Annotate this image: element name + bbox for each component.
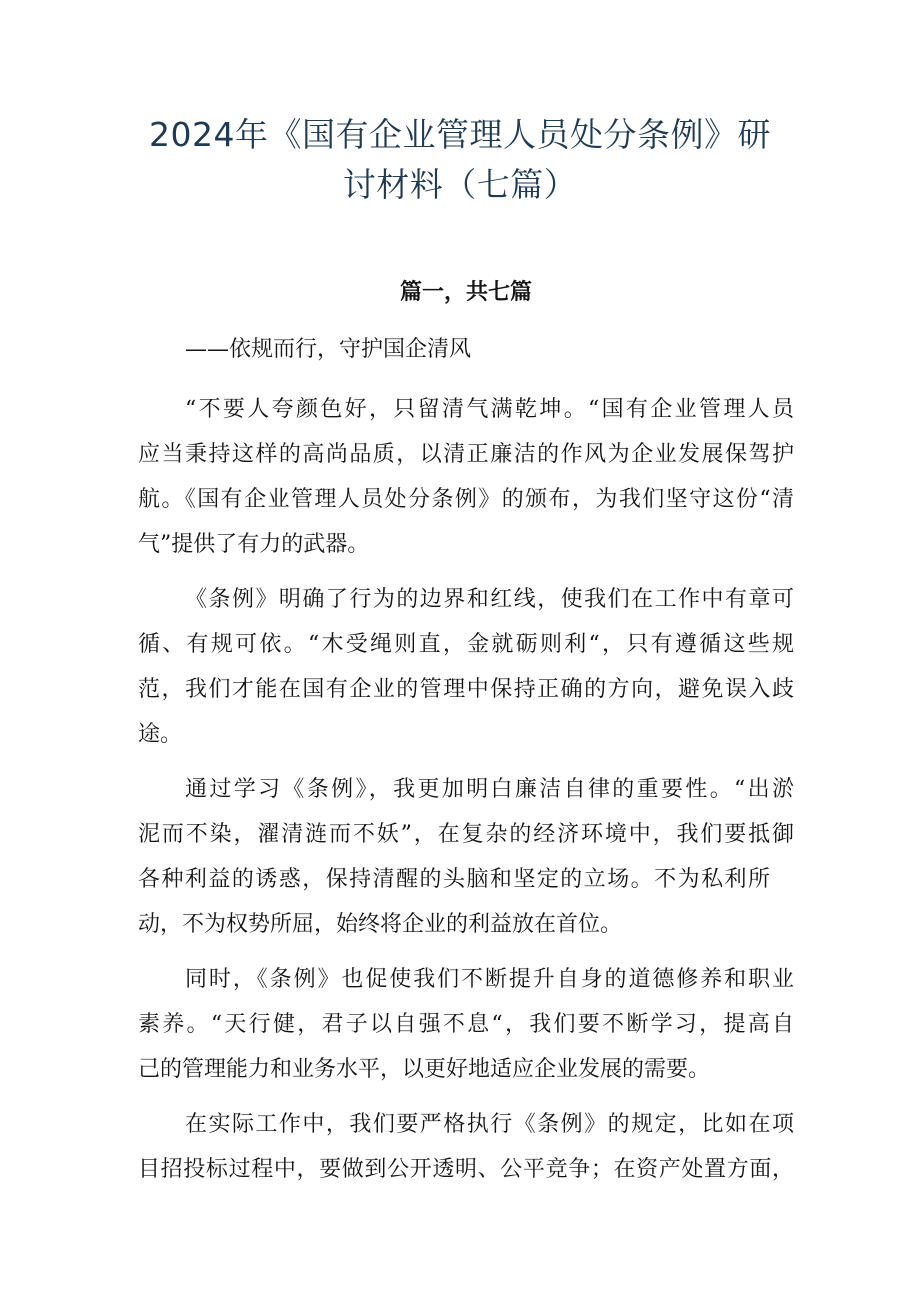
paragraph-line: 范，我们才能在国有企业的管理中保持正确的方向，避免误入歧 (138, 677, 794, 702)
paragraph-line: 循、有规可依。“木受绳则直，金就砺则利“，只有遵循这些规 (138, 632, 794, 657)
paragraph-line: 同时，《条例》也促使我们不断提升自身的道德修养和职业 (185, 967, 794, 992)
paragraph-line: 动，不为权势所屈，始终将企业的利益放在首位。 (138, 912, 623, 937)
section-subtitle: ——依规而行，守护国企清风 (185, 337, 472, 362)
section-heading: 篇一，共七篇 (399, 279, 532, 305)
paragraph-line: 泥而不染，濯清涟而不妖”，在复杂的经济环境中，我们要抵御 (138, 822, 794, 847)
paragraph-line: 《条例》明确了行为的边界和红线，使我们在工作中有章可 (185, 587, 794, 612)
paragraph-line: 己的管理能力和业务水平，以更好地适应企业发展的需要。 (138, 1057, 711, 1082)
paragraph-line: “不要人夸颜色好，只留清气满乾坤。“国有企业管理人员 (185, 397, 794, 422)
paragraph-line: 应当秉持这样的高尚品质，以清正廉洁的作风为企业发展保驾护 (138, 442, 794, 467)
paragraph-line: 在实际工作中，我们要严格执行《条例》的规定，比如在项 (185, 1112, 794, 1137)
document-title (0, 0, 920, 210)
paragraph (138, 387, 794, 567)
paragraph-line: 素养。“天行健，君子以自强不息“，我们要不断学习，提高自 (138, 1012, 794, 1037)
paragraph (138, 767, 794, 947)
title-line: 讨材料（七篇） (342, 165, 578, 204)
title-line: 2024年《国有企业管理人员处分条例》研 (149, 115, 771, 154)
document-body (138, 270, 794, 1192)
paragraph (138, 1102, 794, 1192)
paragraph-line: 途。 (138, 722, 183, 747)
paragraph-line: 气”提供了有力的武器。 (138, 532, 370, 557)
paragraph (138, 957, 794, 1092)
paragraph-line: 目招投标过程中，要做到公开透明、公平竞争；在资产处置方面， (138, 1157, 794, 1182)
paragraph-line: 航。《国有企业管理人员处分条例》的颁布，为我们坚守这份“清 (138, 487, 794, 512)
paragraph-line: 通过学习《条例》，我更加明白廉洁自律的重要性。“出淤 (185, 777, 794, 802)
paragraph-line: 各种利益的诱惑，保持清醒的头脑和坚定的立场。不为私利所 (138, 867, 770, 892)
paragraph (138, 577, 794, 757)
